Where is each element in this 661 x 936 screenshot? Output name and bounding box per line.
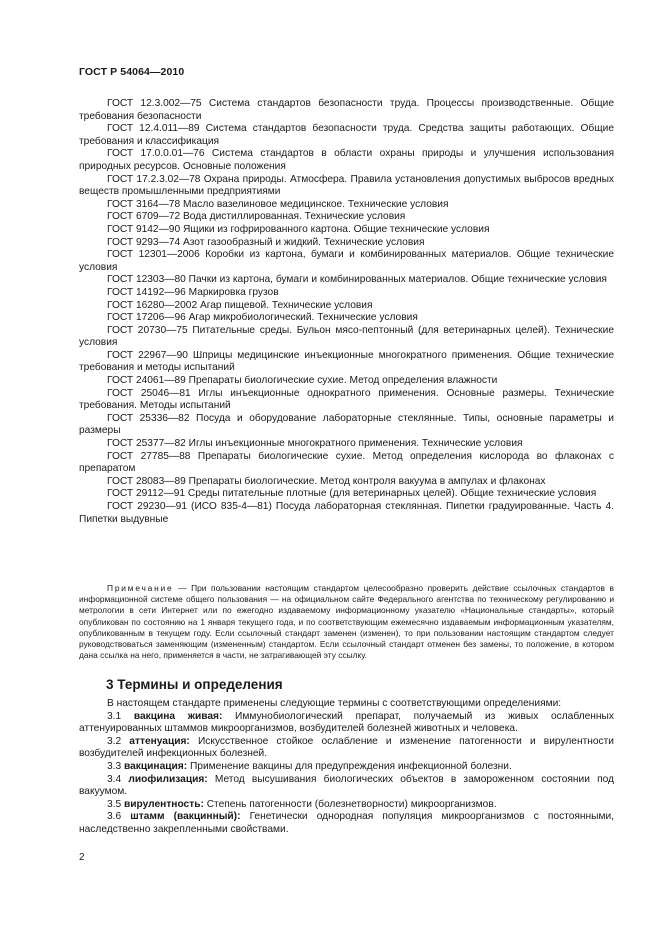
section-heading: 3 Термины и определения — [106, 677, 283, 692]
term-item — [79, 736, 614, 761]
reference-item: ГОСТ 12303—80 Пачки из картона, бумаги и комбинированных материалов. Общие технические условия — [107, 274, 607, 286]
reference-item: ГОСТ 3164—78 Масло вазелиновое медицинское. Технические условия — [107, 198, 449, 210]
note-paragraph — [79, 583, 614, 661]
reference-item: ГОСТ 24061—89 Препараты биологические сухие. Метод определения влажности — [107, 375, 498, 387]
reference-item: ГОСТ 9293—74 Азот газообразный и жидкий. Технические условия — [107, 236, 425, 248]
normative-references-list — [79, 98, 614, 526]
term-item — [79, 774, 614, 799]
term-definition: Степень патогенности (болезнетворности) микроорганизмов. — [206, 798, 497, 810]
term-number: 3.1 — [107, 710, 122, 722]
reference-item: ГОСТ 17.2.3.02—78 Охрана природы. Атмосфера. Правила установления допустимых выбросов вредных веществ промышленными предприятиями — [79, 173, 614, 198]
reference-item: ГОСТ 22967—90 Шприцы медицинские инъекционные многократного применения. Общие технические требования и методы испытаний — [79, 349, 614, 374]
reference-item: ГОСТ 6709—72 Вода дистиллированная. Технические условия — [107, 211, 406, 223]
term-name: штамм (вакцинный): — [130, 811, 241, 823]
reference-item: ГОСТ 29230—91 (ИСО 835-4—81) Посуда лабораторная стеклянная. Пипетки градуированные. Часть 4. Пипетки выдувные — [79, 501, 614, 525]
term-name: вакцинация: — [124, 760, 188, 772]
term-item — [79, 711, 614, 736]
reference-item: ГОСТ 27785—88 Препараты биологические сухие. Метод определения кислорода во флаконах с препаратом — [79, 450, 614, 475]
term-item — [79, 761, 614, 774]
note-label: Примечание — [107, 583, 174, 593]
term-number: 3.5 — [107, 798, 122, 810]
terms-list — [79, 698, 614, 837]
term-name: вакцина живая: — [133, 710, 223, 722]
term-name: аттенуация: — [129, 735, 190, 747]
reference-item: ГОСТ 29112—91 Среды питательные плотные (для ветеринарных целей). Общие технические условия — [107, 488, 597, 500]
reference-item: ГОСТ 20730—75 Питательные среды. Бульон мясо-пептонный (для ветеринарных целей). Технические условия — [79, 324, 614, 349]
reference-item: ГОСТ 12.4.011—89 Система стандартов безопасности труда. Средства защиты работающих. Общие требования и классификация — [79, 123, 614, 147]
term-name: вирулентность: — [124, 798, 204, 810]
reference-item: ГОСТ 16280—2002 Агар пищевой. Технические условия — [107, 299, 373, 311]
reference-item: ГОСТ 17.0.0.01—76 Система стандартов в области охраны природы и улучшения использования природных ресурсов. Основные положения — [79, 148, 614, 172]
term-definition: Применение вакцины для предупреждения инфекционной болезни. — [189, 760, 512, 772]
note-block — [79, 583, 614, 661]
reference-item: ГОСТ 25336—82 Посуда и оборудование лабораторные стеклянные. Типы, основные параметры и размеры — [79, 412, 614, 437]
page-number: 2 — [79, 852, 85, 863]
term-definition: Генетически однородная популяция микроорганизмов с постоянными, наследственно закрепленными свойствами. — [79, 811, 614, 835]
term-number: 3.4 — [107, 773, 122, 785]
term-definition: Иммунобиологический препарат, получаемый из живых ослабленных аттенуированных штаммов микроорганизмов, возбудителей болезней животных и человека. — [79, 710, 614, 735]
reference-item: ГОСТ 12301—2006 Коробки из картона, бумаги и комбинированных материалов. Общие технические условия — [79, 249, 614, 273]
term-number: 3.6 — [107, 811, 122, 823]
reference-item: ГОСТ 9142—90 Ящики из гофрированного картона. Общие технические условия — [107, 223, 490, 235]
document-code: ГОСТ Р 54064—2010 — [79, 66, 185, 78]
term-name: лиофилизация: — [128, 773, 208, 785]
reference-item: ГОСТ 25377—82 Иглы инъекционные многократного применения. Технические условия — [107, 438, 523, 450]
section-intro: В настоящем стандарте применены следующие термины с соответствующими определениями: — [107, 698, 562, 709]
term-item — [79, 811, 614, 836]
term-definition: Искусственное стойкое ослабление и изменение патогенности и вирулентности возбудителей инфекционных болезней. — [79, 735, 614, 760]
term-item — [79, 799, 614, 812]
term-number: 3.2 — [107, 735, 122, 747]
term-number: 3.3 — [107, 760, 122, 772]
reference-item: ГОСТ 17206—96 Агар микробиологический. Технические условия — [107, 312, 418, 324]
reference-item: ГОСТ 25046—81 Иглы инъекционные однократного применения. Основные размеры. Технические требования. Методы испытаний — [79, 387, 614, 412]
reference-item: ГОСТ 14192—96 Маркировка грузов — [107, 286, 279, 298]
term-definition: Метод высушивания биологических объектов в замороженном состоянии под вакуумом. — [79, 773, 614, 798]
reference-item: ГОСТ 12.3.002—75 Система стандартов безопасности труда. Процессы производственные. Общие требования безопасности — [79, 98, 614, 122]
reference-item: ГОСТ 28083—89 Препараты биологические. Метод контроля вакуума в ампулах и флаконах — [107, 475, 546, 487]
note-text: — При пользовании настоящим стандартом целесообразно проверить действие ссылочных стандартов в информационной системе общего пользования — на официальном сайте Федерального агентства по техническому регулированию и метрологии в сети Интернет или по ежегодно издаваемому информационному указателю «Национальные стандарты», который опубликован по состоянию на 1 января текущего года, и по соответствующим ежемесячно издаваемым информационным указателям, опубликованным в текущем году. Если ссылочный стандарт заменен (изменен), то при пользовании настоящим стандартом следует руководствоваться заменяющим (измененным) стандартом. Если ссылочный стандарт отменен без замены, то положение, в котором дана ссылка на него, применяется в части, не затрагивающей эту ссылку. — [79, 583, 615, 661]
